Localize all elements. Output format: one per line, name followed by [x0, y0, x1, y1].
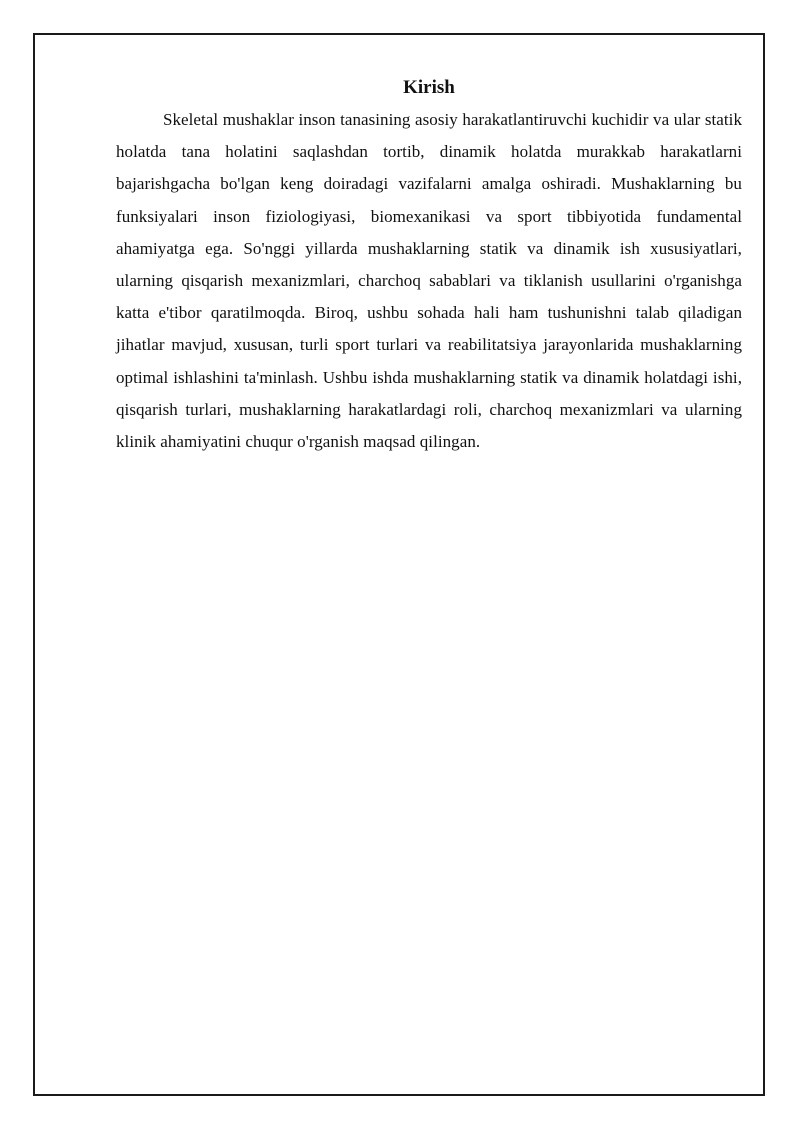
body-paragraph: Skeletal mushaklar inson tanasining asosiy harakatlantiruvchi kuchidir va ular statik holatda tana holatini saqlashdan tortib, dinamik holatda murakkab harakatlarni bajarishgacha bo'lgan keng doiradagi vazifalarni amalga oshiradi. Mushaklarning bu funksiyalari inson fiziologiyasi, biomexanikasi va sport tibbiyotida fundamental ahamiyatga ega. So'nggi yillarda mushaklarning statik va dinamik ish xususiyatlari, ularning qisqarish mexanizmlari, charchoq sabablari va tiklanish usullarini o'rganishga katta e'tibor qaratilmoqda. Biroq, ushbu sohada hali ham tushunishni talab qiladigan jihatlar mavjud, xususan, turli sport turlari va reabilitatsiya jarayonlarida mushaklarning optimal ishlashini ta'minlash. Ushbu ishda mushaklarning statik va dinamik holatdagi ishi, qisqarish turlari, mushaklarning harakatlardagi roli, charchoq mexanizmlari va ularning klinik ahamiyatini chuqur o'rganish maqsad qilingan.: [116, 110, 742, 452]
section-title: Kirish: [403, 77, 455, 98]
page-content: [116, 72, 742, 458]
